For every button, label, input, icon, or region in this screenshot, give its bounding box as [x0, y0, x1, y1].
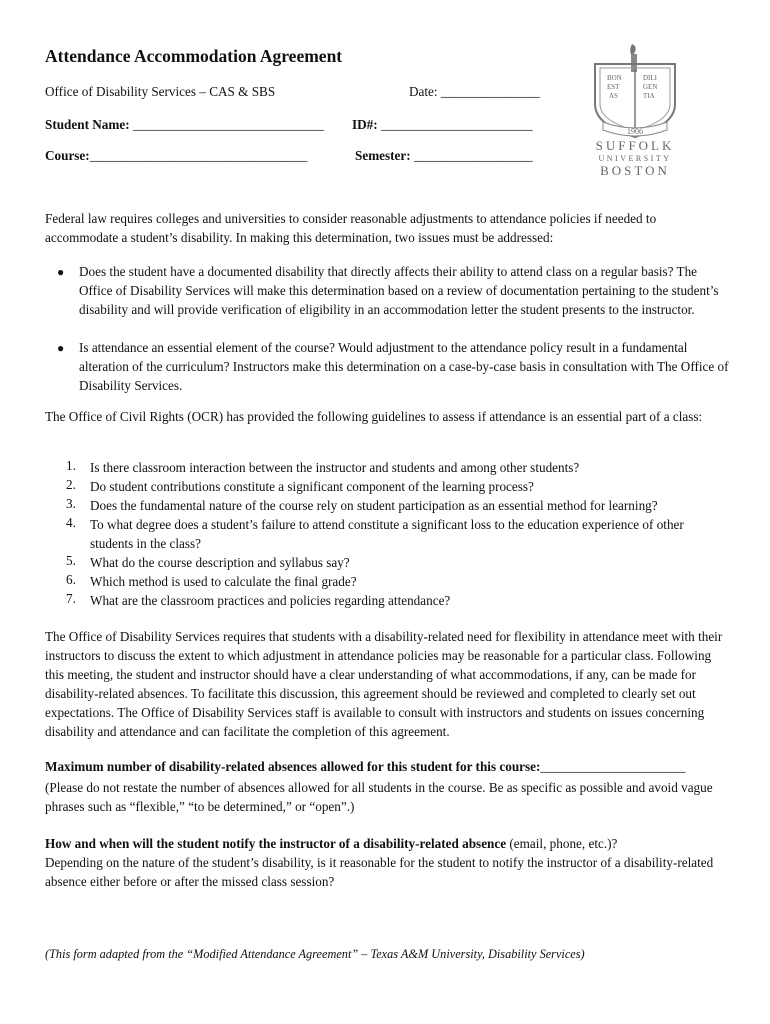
list-number: 1.	[66, 458, 76, 473]
page-title: Attendance Accommodation Agreement	[45, 46, 343, 66]
bullet-dot-icon: ●	[57, 265, 65, 279]
student-name-row	[45, 117, 324, 133]
svg-text:BON: BON	[607, 74, 622, 82]
office-line: Office of Disability Services – CAS & SBS	[45, 84, 276, 99]
list-number: 5.	[66, 553, 76, 568]
list-item: Which method is used to calculate the final grade?	[90, 574, 357, 589]
id-label: ID#:	[352, 117, 378, 132]
ocr-paragraph: The Office of Civil Rights (OCR) has provided the following guidelines to assess if attendance is an essential part of a class:	[45, 409, 703, 424]
student-name-field[interactable]: _____________________________	[129, 117, 325, 132]
max-absences-row	[45, 759, 685, 775]
svg-text:GEN: GEN	[643, 83, 658, 91]
svg-text:UNIVERSITY: UNIVERSITY	[598, 154, 672, 163]
svg-text:TIA: TIA	[643, 92, 655, 100]
list-item: What do the course description and syllabus say?	[90, 555, 350, 570]
list-number: 7.	[66, 591, 76, 606]
date-field[interactable]: Date: _______________	[409, 84, 540, 99]
semester-field[interactable]: __________________	[410, 148, 533, 163]
notify-text: Depending on the nature of the student’s disability, is it reasonable for the student to notify the instructor of a disability-related absence either before or after the missed class session?	[45, 855, 714, 889]
course-field[interactable]: _________________________________	[89, 148, 308, 163]
svg-text:1906: 1906	[627, 127, 643, 136]
list-item: What are the classroom practices and policies regarding attendance?	[90, 593, 451, 608]
course-label: Course:	[45, 148, 90, 163]
ods-paragraph: The Office of Disability Services requires that students with a disability-related need for flexibility in attendance meet with their instructors to discuss the extent to which adjustment in attendance policies may be reasonable for a particular class. Following this meeting, the student and instructor should have a clear understanding of what accommodations, if any, can be made for disability-related absences. To facilitate this discussion, this agreement should be reviewed and completed to clearly set out expectations. The Office of Disability Services staff is available to consult with instructors and students on issues concerning disability and attendance and can facilitate the completion of this agreement.	[45, 629, 723, 739]
svg-text:BOSTON: BOSTON	[600, 163, 670, 178]
student-name-label: Student Name:	[45, 117, 130, 132]
semester-label: Semester:	[355, 148, 411, 163]
bullet-item	[0, 338, 770, 398]
svg-text:EST: EST	[607, 83, 620, 91]
list-number: 2.	[66, 477, 76, 492]
list-number: 4.	[66, 515, 76, 530]
bullet-dot-icon: ●	[57, 341, 65, 355]
list-item: Does the fundamental nature of the course rely on student participation as an essential method for learning?	[90, 498, 658, 513]
list-item: Is there classroom interaction between the instructor and students and among other students?	[90, 460, 580, 475]
svg-text:SUFFOLK: SUFFOLK	[595, 138, 675, 153]
guidelines-list	[0, 458, 770, 618]
course-row	[45, 148, 307, 164]
max-absences-field[interactable]: ______________________	[540, 759, 686, 774]
id-field[interactable]: _______________________	[377, 117, 533, 132]
svg-text:AS: AS	[609, 92, 618, 100]
id-row	[352, 117, 533, 133]
bullet-text: Is attendance an essential element of the course? Would adjustment to the attendance policy result in a fundamental alteration of the curriculum? Instructors make this determination on a case-by-case basis in consultation with The Office of Disability Services.	[79, 340, 729, 393]
footer-note: (This form adapted from the “Modified Attendance Agreement” – Texas A&M University, Disability Services)	[45, 947, 585, 961]
suffolk-university-logo	[585, 42, 685, 182]
intro-paragraph: Federal law requires colleges and universities to consider reasonable adjustments to attendance policies if needed to accommodate a student’s disability. In making this determination, two issues must be addressed:	[45, 211, 657, 245]
notify-question	[45, 834, 725, 853]
max-absences-note: (Please do not restate the number of absences allowed for all students in the course. Be as specific as possible and avoid vague phrases such as “flexible,” “to be determined,” or “open”.)	[45, 780, 713, 814]
list-item: Do student contributions constitute a significant component of the learning process?	[90, 479, 534, 494]
svg-text:DILI: DILI	[643, 74, 657, 82]
list-number: 3.	[66, 496, 76, 511]
list-number: 6.	[66, 572, 76, 587]
bullet-item	[0, 262, 770, 342]
semester-row	[355, 148, 533, 164]
notify-suffix: (email, phone, etc.)?	[506, 836, 618, 851]
list-item: To what degree does a student’s failure to attend constitute a significant loss to the education experience of other students in the class?	[90, 517, 684, 551]
notify-label: How and when will the student notify the instructor of a disability-related absence	[45, 836, 507, 851]
seal-icon	[585, 42, 685, 182]
bullet-text: Does the student have a documented disability that directly affects their ability to attend class on a regular basis? The Office of Disability Services will make this determination based on a review of documentation pertaining to the student’s disability and will provide verification of eligibility in an accommodation letter the student presents to the instructor.	[79, 264, 719, 317]
max-absences-label: Maximum number of disability-related absences allowed for this student for this course:	[45, 759, 541, 774]
